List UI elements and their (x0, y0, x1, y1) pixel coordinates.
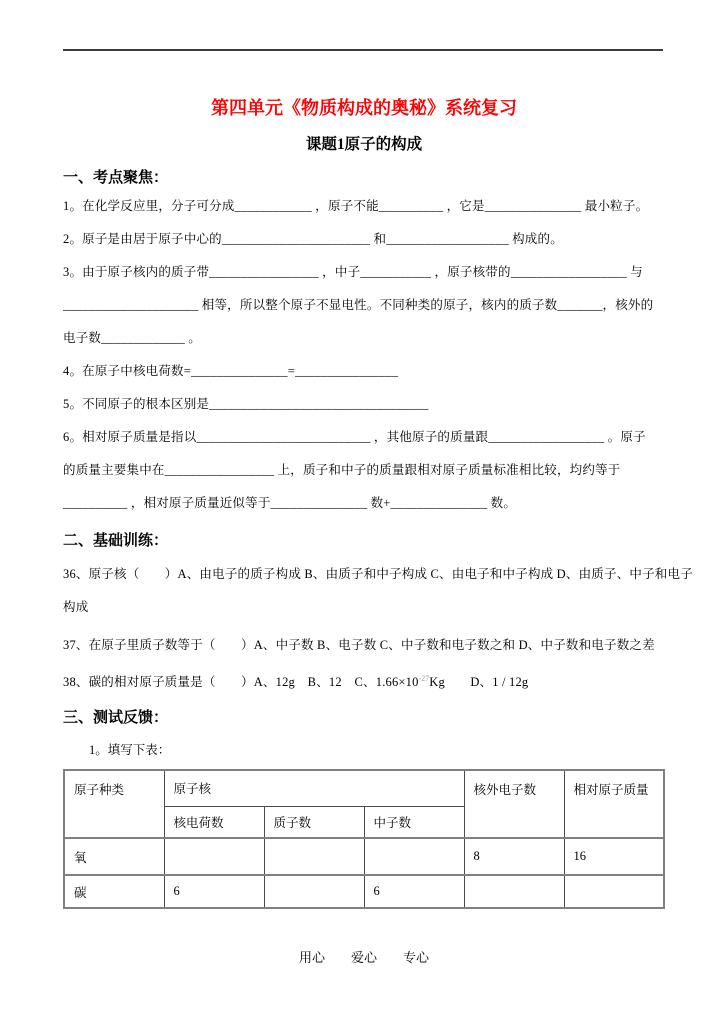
lesson-subtitle: 课题1原子的构成 (305, 136, 423, 153)
oxygen-name-cell: 氧 (64, 838, 164, 875)
oxygen-protons-cell (264, 838, 364, 875)
document-content (0, 96, 725, 966)
atom-composition-table (63, 769, 665, 909)
section-2-heading: 二、基础训练： (63, 533, 169, 549)
question-2: 2。原子是由居于原子中心的_______________________ 和___________________ 构成的。 (63, 232, 563, 246)
document-title: 第四单元《物质构成的奥秘》系统复习 (211, 98, 517, 118)
oxygen-electrons-cell: 8 (464, 838, 564, 875)
table-row-carbon (64, 875, 664, 908)
carbon-protons-cell (264, 875, 364, 908)
header-rule (63, 49, 663, 51)
page-footer: 用心 爱心 专心 (298, 950, 429, 966)
table-row-oxygen (64, 838, 664, 875)
header-nucleus: 原子核 (164, 770, 464, 806)
question-36-line-1: 36、原子核（ ）A、由电子的质子构成 B、由质子和中子构成 C、由电子和中子构成 D、由质子、中子和电子 (63, 567, 693, 581)
header-nuclear-charge: 核电荷数 (164, 806, 264, 838)
header-atom-type: 原子种类 (64, 770, 164, 838)
question-3-line-3: 电子数_____________ 。 (63, 331, 201, 345)
header-neutrons: 中子数 (364, 806, 464, 838)
oxygen-charge-cell (164, 838, 264, 875)
header-electrons: 核外电子数 (464, 770, 564, 838)
question-5: 5。不同原子的根本区别是__________________________________ (63, 397, 429, 411)
question-6-line-1: 6。相对原子质量是指以___________________________ ，其他原子的质量跟__________________ 。原子 (63, 430, 646, 444)
carbon-electrons-cell (464, 875, 564, 908)
question-37: 37、在原子里质子数等于（ ）A、中子数 B、电子数 C、中子数和电子数之和 D、中子数和电子数之差 (63, 638, 655, 652)
table-intro: 1。填写下表： (89, 743, 171, 758)
question-38 (63, 670, 665, 691)
question-36-line-2: 构成 (63, 600, 89, 614)
question-6-line-3: __________ ，相对原子质量近似等于_______________ 数+_______________ 数。 (63, 496, 517, 510)
carbon-mass-cell (564, 875, 664, 908)
question-38-tail: Kg D、1 / 12g (429, 675, 529, 690)
question-1: 1。在化学反应里，分子可分成____________ ，原子不能__________ ，它是_______________ 最小粒子。 (63, 199, 649, 213)
question-6-line-2: 的质量主要集中在_________________ 上，质子和中子的质量跟相对原子质量标准相比较，均约等于 (63, 463, 621, 477)
question-3-line-1: 3。由于原子核内的质子带_________________ ，中子___________ ，原子核带的__________________ 与 (63, 265, 643, 279)
section-3-heading: 三、测试反馈： (63, 710, 169, 727)
oxygen-mass-cell: 16 (564, 838, 664, 875)
header-relative-mass: 相对原子质量 (564, 770, 664, 838)
table-header-row-1 (64, 770, 664, 806)
carbon-charge-cell: 6 (164, 875, 264, 908)
section-1-heading: 一、考点聚焦： (63, 170, 169, 186)
question-4: 4。在原子中核电荷数=_______________=________________ (63, 364, 399, 378)
question-3-line-2: _____________________ 相等，所以整个原子不显电性。不同种类的原子，核内的质子数_______，核外的 (63, 298, 654, 312)
question-38-text: 38、碳的相对原子质量是（ ）A、12g B、12 C、1.66×10 (63, 675, 419, 690)
exponent-superscript: -27 (418, 674, 430, 683)
carbon-name-cell: 碳 (64, 875, 164, 908)
header-protons: 质子数 (264, 806, 364, 838)
carbon-neutrons-cell: 6 (364, 875, 464, 908)
oxygen-neutrons-cell (364, 838, 464, 875)
